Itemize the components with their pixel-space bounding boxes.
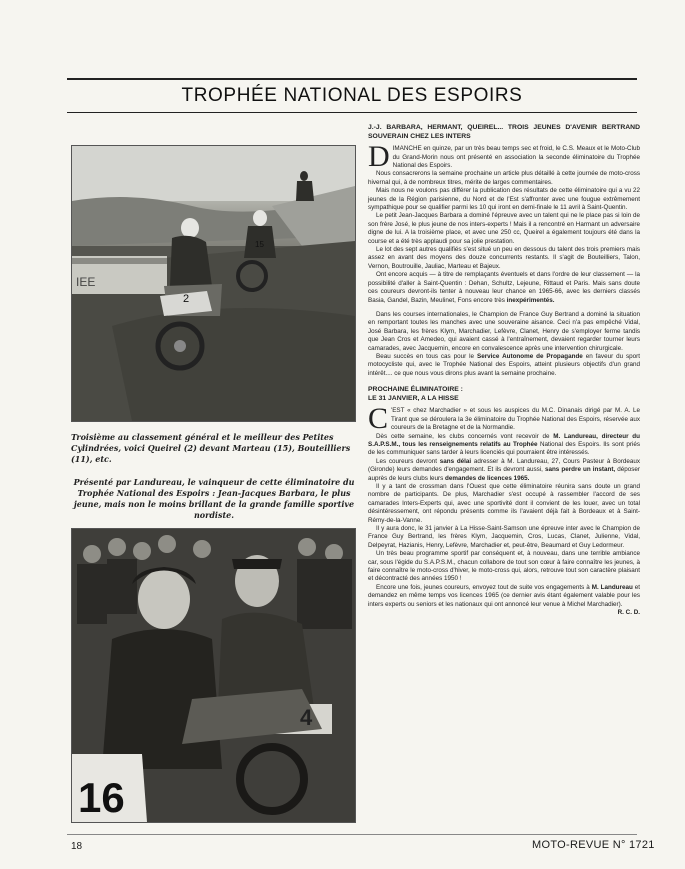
paragraph-text: adresser à M. Landureau, 27, Cours Pasteur à Bordeaux (Gironde) leurs demandes d'engagement. Et ils devront aussi, [368,457,641,474]
emphasis: M. Landureau [591,583,633,591]
article-body [368,124,640,618]
emphasis: Service Autonome de Propagande [477,352,583,360]
paragraph: Le lot des sept autres qualifiés s'est situé un peu en dessous du talent des trois premiers mais assez en avant des moyens des douze concurrents restants. Il s'agit de Bouteilliers, Talon, Vernon, Boutrouille, Jauliac, Marteau et Bajeux. [368,246,640,270]
paragraph-text: Beau succès en tous cas pour le [376,352,475,360]
paragraph: Il y a tant de crossman dans l'Ouest que cette éliminatoire réunira sans doute un grand nombre de participants. De plus, Marchadier s'est occupé à rassembler l'accord de ses camarades Inters-Experts qui, avec une sportivité dont il convient de les louer, avec un total désintéressement, ont répondu présents comme ils l'avaient déjà fait à Bordeaux et à Saint-Rémy-de-la-Vanne. [368,483,640,524]
paragraph: Nous consacrerons la semaine prochaine un article plus détaillé à cette journée de moto-cross hivernal qui, à de nombreux titres, mérite de larges commentaires. [368,170,640,186]
paragraph: 'EST « chez Marchadier » et sous les auspices du M.C. Dinanais dirigé par M. A. Le Tirant que se déroulera la 3e éliminatoire du Trophée National des Espoirs, réservée aux coureurs de la Bretagne et de la Normandie. [391,407,640,432]
section-headline: LE 31 JANVIER, A LA HISSE [368,394,459,402]
magazine-issue: MOTO-REVUE N° 1721 [532,839,655,851]
paragraph [368,433,640,458]
footer-rule [67,834,637,835]
top-rule-thick [67,78,637,80]
paragraph [368,271,640,305]
paragraph: Il y aura donc, le 31 janvier à La Hisse-Saint-Samson une épreuve inter avec le Champion de France Guy Bertrand, les frères Klym, Jacquemin, Cros, Lucas, Clanet, Julienne, Vidal, Delpeyrat, Hazianis, Henry, Lefèvre, Marchadier et, peut-être, Beaumard et Guy Ledormeur. [368,525,640,549]
paragraph-text: déposer auprès de leurs clubs leurs [368,466,640,482]
article-headline: J.-J. BARBARA, HERMANT, QUEIREL... TROIS JEUNES D'AVENIR BERTRAND SOUVERAIN CHEZ LES INTERS [368,124,640,140]
emphasis: M. Landureau, directeur du S.A.P.S.M., tous les renseignements relatifs au Trophée [368,432,641,448]
motocross-race-photo [71,145,356,422]
paragraph: Un très beau programme sportif par conséquent et, à nouveau, dans une terrible ambiance car, sous l'égide du S.A.P.S.M., chacun collabore de tout son cœur à faire connaître les jeunes, à faire connaître le moto-cross d'hiver, le moto-cross qui, alors, retrouve tout son caractère plaisant et décontracté des années 1950 ! [368,550,640,583]
winner-scene-illustration [72,529,355,822]
paragraph: Le petit Jean-Jacques Barbara a dominé l'épreuve avec un talent qui ne le place pas si loin de son frère José, le plus jeune de nos inters-experts ! Mais il a rencontré en Harmant un adversaire digne de lui. A la troisième place, et avec une 250 cc, Queirel a également toujours été dans la course et a été très applaudi pour sa jolie prestation. [368,212,640,245]
emphasis: sans perdre un instant, [544,466,616,474]
paragraph-text: National des Espoirs. Ils sont priés de les communiquer sans tarder à leurs licenciés qui pourraient être intéressés. [368,440,640,457]
paragraph: IMANCHE en quinze, par un très beau temps sec et froid, le C.S. Meaux et le Moto-Club du Grand-Morin nous ont présenté en association la seconde éliminatoire du Trophée National des Espoirs. [392,145,640,169]
photo1-caption: Troisième au classement général et le meilleur des Petites Cylindrées, voici Queirel (2) devant Marteau (15), Bouteilliers (11), etc. [71,432,351,464]
racer-number-2: 2 [183,293,190,305]
paragraph-text: et demandez en même temps vos licences 1965 (ce dernier avis étant également valable pour les inters experts ou seniors et les nationaux qui ont annoncé leur venue à Michel Marchadier). [368,583,641,608]
emphasis: demandes de licences 1965. [445,474,530,482]
title-rule [67,112,637,113]
paragraph-text: Encore une fois, jeunes coureurs, envoyez tout de suite vos engagements à [376,583,590,591]
drop-cap: D [368,140,390,174]
race-scene-illustration [72,146,355,421]
emphasis: inexpérimentés. [506,296,555,304]
paragraph: Mais nous ne voulons pas différer la publication des résultats de cette éliminatoire qui a vu 22 jeunes de la Région parisienne, du Nord et de l'Est s'affronter avec une fougue extrêmement sympathique pour se qualifier parmi les 10 qui iront en demi-finale le 11 avril à Saint-Quentin. [368,187,640,212]
paragraph [368,353,640,378]
race-plate-number: 16 [78,774,125,821]
paragraph [368,584,640,609]
page-number: 18 [71,841,83,852]
paragraph-text: Ont encore acquis — à titre de remplaçants éventuels et dans l'ordre de leur classement — la possibilité d'aller à Saint-Quentin : Dehan, Schultz, Lejeune, Rittaud et Paris. Mais sans doute ces coureurs devront-ils tenter à nouveau leur chance en 1965-66, avec les derniers classés Basia, Gandel, Bazin, Meulinet, Fons encore très [368,271,640,304]
paragraph-text: en faveur du sport motocycliste qui, avec le Trophée National des Espoirs, atteint plusieurs objectifs d'un grand intérêt.... ce que nous vous dirons plus avant la semaine prochaine. [368,352,641,377]
drop-cap: C [368,402,389,436]
section-headline: PROCHAINE ÉLIMINATOIRE : [368,386,463,394]
race-plate-number-2: 4 [300,705,313,730]
page-title: TROPHÉE NATIONAL DES ESPOIRS [181,85,523,106]
author-signature: R. C. D. [617,609,640,617]
svg-text:IEE: IEE [76,275,96,289]
paragraph-text: Les coureurs devront [376,457,438,465]
paragraph-text: Dès cette semaine, les clubs concernés vont recevoir de [376,432,550,440]
emphasis: sans délai [439,457,472,465]
racer-number-15: 15 [255,240,264,249]
photo2-caption: Présenté par Landureau, le vainqueur de cette éliminatoire du Trophée National des Espoirs : Jean-Jacques Barbara, le plus jeune, mais non le moins brillant de la grande famille sportive nordiste. [73,477,355,520]
paragraph: Dans les courses internationales, le Champion de France Guy Bertrand a dominé la situation en remportant toutes les manches avec une souveraine aisance. Ceci n'a pas empêché Vidal, José Barbara, les frères Klym, Marchadier, Lefèvre, Clanet, Henry de s'employer ferme tandis que Jean Cros et Amedeo, qui avaient cassé à l'entraînement, devaient regarder tourner leurs camarades, avec Jacquemin, encore en convalescence après une intervention chirurgicale. [368,310,640,352]
paragraph [368,458,640,483]
winner-presentation-photo [71,528,356,823]
